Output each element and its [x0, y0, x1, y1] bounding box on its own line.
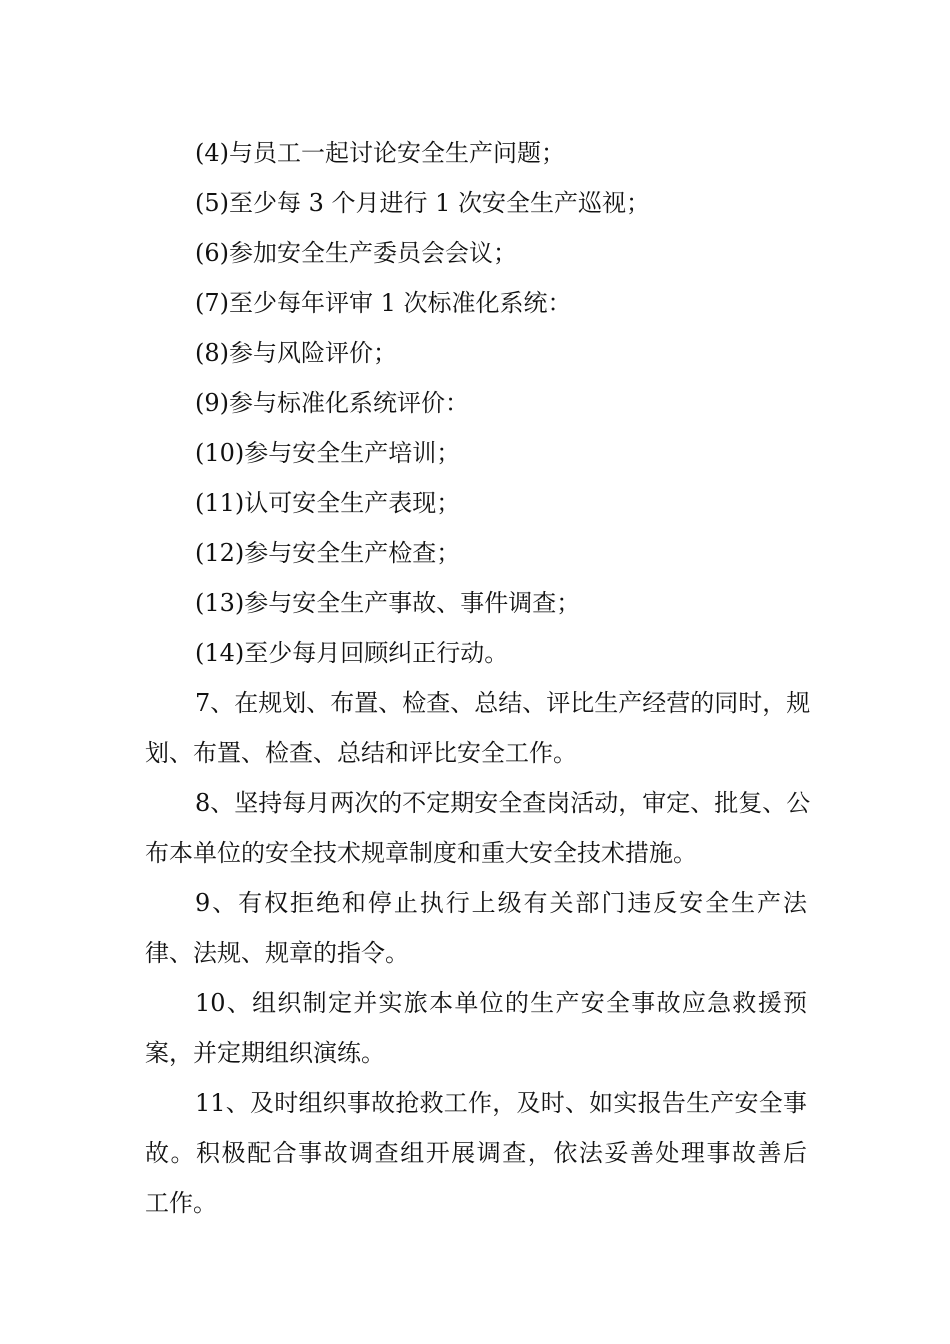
paragraph-11-line-3: 工作。: [145, 1189, 217, 1217]
list-item-4: (4)与员工一起讨论安全生产问题；: [195, 139, 565, 167]
paragraph-10-line-2: 案，并定期组织演练。: [145, 1039, 385, 1067]
list-item-7: (7)至少每年评审 1 次标准化系统：: [195, 289, 572, 317]
list-item-10: (10)参与安全生产培训；: [195, 439, 461, 467]
paragraph-9-line-1: 9、有权拒绝和停止执行上级有关部门违反安全生产法: [195, 889, 807, 917]
list-item-9: (9)参与标准化系统评价：: [195, 389, 469, 417]
list-item-8: (8)参与风险评价；: [195, 339, 397, 367]
paragraph-7-line-2: 划、布置、检查、总结和评比安全工作。: [145, 739, 577, 767]
list-item-11: (11)认可安全生产表现；: [195, 489, 461, 517]
document-body: [145, 128, 811, 1228]
paragraph-8-line-1: 8、坚持每月两次的不定期安全查岗活动，审定、批复、公: [195, 789, 811, 817]
paragraph-10-line-1: 10、组织制定并实旅本单位的生产安全事故应急救援预: [195, 989, 807, 1017]
paragraph-11-line-2: 故。积极配合事故调查组开展调查，依法妥善处理事故善后: [145, 1139, 807, 1167]
paragraph-9-line-2: 律、法规、规章的指令。: [145, 939, 409, 967]
paragraph-7-line-1: 7、在规划、布置、检查、总结、评比生产经营的同时，规: [195, 689, 811, 717]
paragraph-11-line-1: 11、及时组织事故抢救工作，及时、如实报告生产安全事: [195, 1089, 807, 1117]
list-item-6: (6)参加安全生产委员会会议；: [195, 239, 517, 267]
paragraph-8-line-2: 布本单位的安全技术规章制度和重大安全技术措施。: [145, 839, 697, 867]
list-item-14: (14)至少每月回顾纠正行动。: [195, 639, 509, 667]
list-item-13: (13)参与安全生产事故、事件调查；: [195, 589, 581, 617]
list-item-12: (12)参与安全生产检查；: [195, 539, 461, 567]
list-item-5: (5)至少每 3 个月进行 1 次安全生产巡视；: [195, 189, 651, 217]
